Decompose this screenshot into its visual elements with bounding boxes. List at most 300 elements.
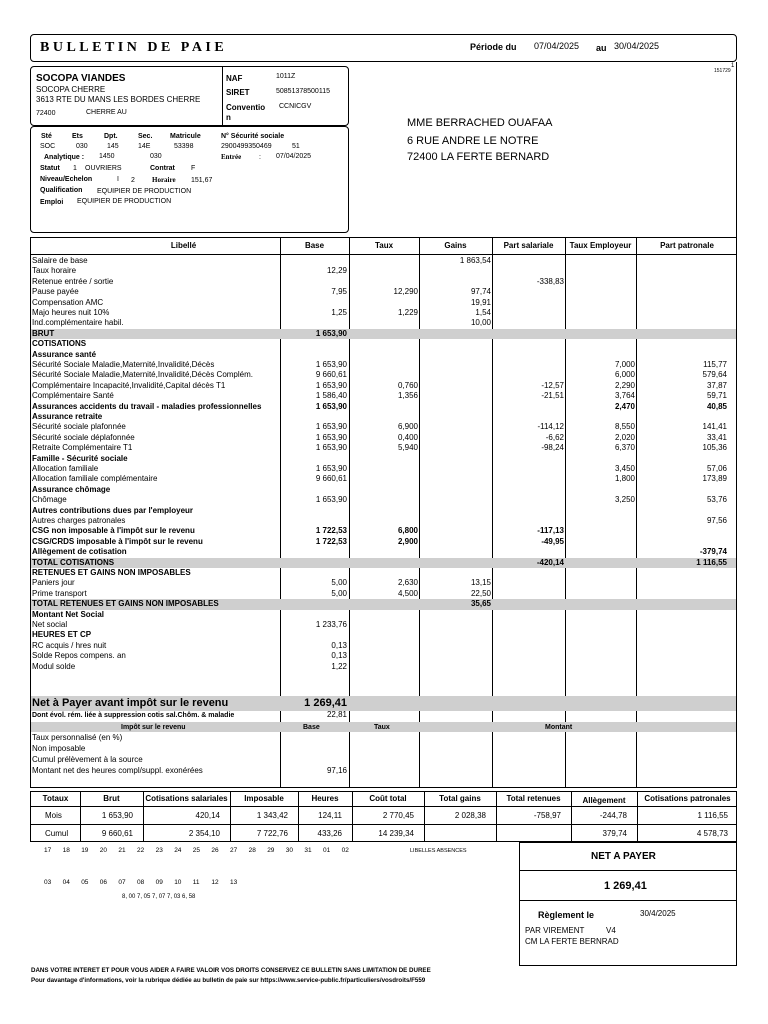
cell-lib: Sécurité Sociale Maladie,Maternité,Invalidité,Décès Complém.: [32, 370, 253, 380]
table-row: [31, 422, 736, 432]
sec-label: Sec.: [138, 133, 153, 140]
table-row: [31, 433, 736, 443]
statut-label: Statut: [40, 165, 60, 172]
niveau-label: Niveau/Echelon: [40, 176, 93, 183]
cell-lib: Cumul prélèvement à la source: [32, 755, 143, 764]
totals-header: Total retenues: [506, 794, 561, 803]
cell-lib: Complémentaire Santé: [32, 391, 114, 401]
ste-value: SOC: [40, 143, 56, 150]
totals-value: 420,14: [195, 811, 220, 820]
qualification-label: Qualification: [40, 187, 83, 194]
totals-value: -244,78: [599, 811, 627, 820]
cell-temp: 2,020: [614, 432, 635, 442]
table-row: [31, 630, 736, 640]
cell-lib: BRUT: [32, 328, 55, 338]
cell-ppat: 1 116,55: [696, 557, 727, 567]
table-row: [31, 443, 736, 453]
totals-header: Brut: [103, 794, 120, 803]
cell-temp: 3,764: [614, 391, 635, 401]
cell-lib: Montant Net Social: [32, 609, 105, 619]
totals-value: 1 343,42: [256, 811, 288, 820]
impot-base-header: Base: [303, 724, 320, 731]
cell-base: 1 653,90: [315, 380, 347, 390]
totals-table: [30, 791, 737, 842]
secu-label: N° Sécurité sociale: [221, 133, 285, 140]
totals-value: 9 660,61: [101, 829, 133, 838]
calendar-day: 04: [62, 879, 70, 886]
cell-lib: Ind.complémentaire habil.: [32, 318, 124, 328]
table-row: [31, 329, 736, 339]
th-libelle: Libellé: [170, 241, 197, 250]
employer-name: SOCOPA VIANDES: [36, 73, 126, 84]
cell-lib: Paniers jour: [32, 578, 75, 588]
emploi-value: EQUIPIER DE PRODUCTION: [77, 198, 172, 205]
table-row: [31, 516, 736, 526]
recipient-city: 72400 LA FERTE BERNARD: [407, 151, 550, 163]
cell-ppat: 579,64: [702, 370, 727, 380]
cell-temp: 2,470: [614, 401, 635, 411]
cell-lib: Famille - Sécurité sociale: [32, 453, 128, 463]
totals-value: 14 239,34: [378, 829, 414, 838]
table-row: [31, 495, 736, 505]
cell-lib: Allocation familiale complémentaire: [32, 474, 158, 484]
echelon-value: 2: [131, 177, 135, 184]
table-row: [31, 485, 736, 495]
entree-label: Entrée: [221, 153, 242, 161]
net-a-payer-value: 1 269,41: [604, 880, 647, 892]
totals-value: 2 354,10: [188, 829, 220, 838]
impot-row: [31, 766, 736, 776]
employer-divider: [222, 66, 223, 126]
cell-lib: Montant net des heures compl/suppl. exonérées: [32, 766, 203, 775]
payment-bank: CM LA FERTE BERNRAD: [525, 937, 619, 946]
cell-lib: Chômage: [32, 495, 67, 505]
dpt-label: Dpt.: [104, 133, 118, 140]
cell-gains: 13,15: [470, 578, 491, 588]
hours-line: 8, 00 7, 05 7, 07 7, 03 6, 58: [122, 894, 196, 900]
table-row: [31, 537, 736, 547]
tiny-ref-1: 1: [731, 63, 735, 69]
calendar-day: 07: [118, 879, 126, 886]
cell-base: 97,16: [326, 766, 347, 775]
payment-divider: [519, 900, 737, 901]
cell-psal: -6,62: [545, 432, 564, 442]
table-row: [31, 474, 736, 484]
ets-label: Ets: [72, 133, 83, 140]
cell-ppat: 97,56: [706, 516, 727, 525]
impot-montant-header: Montant: [545, 724, 573, 731]
cell-temp: 8,550: [614, 422, 635, 432]
cell-base: 1 586,40: [315, 391, 347, 401]
footer-line-1: DANS VOTRE INTERET ET POUR VOUS AIDER A FAIRE VALOIR VOS DROITS CONSERVEZ CE BULLETIN SANS LIMITATION DE DUREE: [31, 967, 431, 974]
cell-lib: Taux horaire: [32, 266, 77, 276]
recipient-frame-right: [736, 62, 737, 237]
net-value: 1 269,41: [304, 697, 347, 709]
cell-base: 5,00: [331, 578, 347, 588]
cell-lib: Salaire de base: [32, 256, 88, 265]
cell-lib: CSG/CRDS imposable à l'impôt sur le revenu: [32, 536, 203, 546]
siret-value: 50851378500115: [276, 88, 330, 95]
employer-line2: SOCOPA CHERRE: [36, 85, 106, 94]
totals-value: 7 722,76: [256, 829, 288, 838]
totals-header: Totaux: [42, 794, 69, 803]
cell-base: 1 653,90: [315, 495, 347, 505]
cell-temp: 6,370: [614, 443, 635, 453]
horaire-value: 151,67: [191, 177, 213, 184]
table-row: [31, 277, 736, 287]
cell-ppat: 53,76: [706, 495, 727, 505]
cell-gains: 97,74: [470, 287, 491, 297]
analytique-label: Analytique :: [44, 154, 85, 161]
recipient-street: 6 RUE ANDRE LE NOTRE: [407, 135, 539, 147]
table-row: [31, 308, 736, 318]
matricule-label: Matricule: [170, 133, 201, 140]
calendar-day: 08: [137, 879, 145, 886]
calendar-day: 10: [174, 879, 182, 886]
th-part-salariale: Part salariale: [503, 241, 554, 250]
net-a-payer-title: NET A PAYER: [591, 851, 656, 862]
calendar-day: 06: [99, 879, 108, 886]
totals-header: Cotisations patronales: [644, 794, 731, 803]
table-row: [31, 558, 736, 568]
tiny-ref-2: 151729: [714, 68, 731, 74]
totals-header: Total gains: [439, 794, 481, 803]
cell-gains: 1 863,54: [459, 256, 491, 265]
payslip-table: [30, 237, 737, 788]
cell-lib: Autres charges patronales: [32, 516, 126, 525]
secu-key: 51: [292, 143, 300, 150]
cell-lib: Allocation familiale: [32, 464, 99, 473]
convention-value: CCNICGV: [279, 103, 312, 110]
table-row: [31, 589, 736, 599]
cell-ppat: 40,85: [706, 401, 727, 411]
table-row: [31, 454, 736, 464]
table-row: [31, 506, 736, 516]
cell-temp: 3,250: [614, 495, 635, 505]
cell-taux: 2,630: [397, 578, 418, 588]
analytique-value-1: 1450: [99, 153, 115, 160]
table-row: [31, 610, 736, 620]
calendar-day: 22: [137, 847, 145, 854]
calendar-day: 27: [230, 847, 238, 854]
table-row: [31, 256, 736, 266]
calendar-day: 09: [155, 879, 163, 886]
impot-taux-header: Taux: [374, 724, 390, 731]
table-row: [31, 599, 736, 609]
cell-taux: 0,760: [397, 380, 418, 390]
reglement-label: Règlement le: [538, 910, 595, 920]
calendar-day: 05: [81, 879, 89, 886]
convention-label: Conventio: [226, 103, 266, 112]
cell-taux: 6,800: [397, 526, 418, 536]
cell-lib: Prime transport: [32, 588, 87, 598]
cell-lib: Retraite Complémentaire T1: [32, 443, 133, 453]
absences-label: LIBELLES ABSENCES: [410, 848, 467, 854]
statut-value: OUVRIERS: [85, 165, 122, 172]
cell-lib: TOTAL RETENUES ET GAINS NON IMPOSABLES: [32, 599, 219, 609]
secu-value: 2900499350469: [221, 143, 272, 150]
calendar-day: 25: [192, 847, 201, 854]
payment-divider: [519, 870, 737, 871]
cell-base: 0,13: [331, 651, 347, 661]
cell-lib: Net social: [32, 620, 68, 629]
impot-row: [31, 733, 736, 743]
calendar-day: 31: [304, 847, 312, 854]
table-row: [31, 464, 736, 474]
ste-label: Sté: [41, 133, 52, 140]
cell-taux: 6,900: [397, 422, 418, 432]
cell-lib: Compensation AMC: [32, 297, 104, 307]
totals-value: 2 770,45: [382, 811, 414, 820]
cell-base: 1 653,90: [315, 443, 347, 453]
entree-value: 07/04/2025: [276, 153, 312, 160]
table-row: [31, 547, 736, 557]
totals-row-line: [31, 806, 736, 807]
cell-lib: Majo heures nuit 10%: [32, 308, 110, 317]
cell-psal: -98,24: [541, 443, 564, 453]
calendar-day: 20: [99, 847, 108, 854]
cell-base: 1 233,76: [315, 620, 347, 629]
cell-lib: Retenue entrée / sortie: [32, 276, 114, 286]
cell-base: 1 653,90: [315, 422, 347, 432]
cell-base: 7,95: [331, 287, 347, 297]
cell-base: 1 722,53: [315, 526, 347, 536]
calendar-day: 12: [211, 879, 219, 886]
table-row: [31, 381, 736, 391]
cell-psal: -49,95: [541, 536, 564, 546]
table-row: [31, 391, 736, 401]
employer-address: 3613 RTE DU MANS LES BORDES CHERRE: [36, 95, 201, 104]
cell-base: 9 660,61: [315, 370, 347, 380]
contrat-value: F: [191, 165, 196, 172]
calendar-day: 29: [267, 847, 275, 854]
calendar-day: 23: [155, 847, 163, 854]
cell-base: 1 722,53: [315, 536, 347, 546]
cell-lib: Taux personnalisé (en %): [32, 733, 123, 742]
cell-gains: 10,00: [470, 318, 491, 328]
cell-lib: Non imposable: [32, 744, 86, 753]
cell-psal: -420,14: [536, 557, 564, 567]
cell-ppat: 57,06: [706, 464, 727, 473]
cell-gains: 22,50: [470, 588, 491, 598]
totals-row-label: Mois: [45, 811, 62, 820]
table-row: [31, 298, 736, 308]
cell-taux: 0,400: [397, 432, 418, 442]
totals-header: Imposable: [244, 794, 284, 803]
table-row: [31, 350, 736, 360]
cell-temp: 7,000: [614, 360, 635, 369]
emploi-label: Emploi: [40, 199, 64, 206]
cell-psal: -21,51: [541, 391, 564, 401]
impot-row: [31, 744, 736, 754]
table-row: [31, 641, 736, 651]
cell-ppat: 59,71: [706, 391, 727, 401]
net-label: Net à Payer avant impôt sur le revenu: [32, 697, 229, 709]
totals-value: 1 116,55: [697, 811, 728, 820]
cell-base: 1 653,90: [315, 401, 347, 411]
cell-psal: -12,57: [541, 380, 564, 390]
dpt-value: 145: [107, 143, 119, 150]
cell-lib: Allègement de cotisation: [32, 547, 127, 557]
cell-taux: 5,940: [397, 443, 418, 453]
au-label: au: [596, 43, 607, 53]
cell-lib: TOTAL COTISATIONS: [32, 557, 115, 567]
sec-value: 14E: [138, 143, 151, 150]
cell-lib: Solde Repos compens. an: [32, 651, 126, 661]
cell-gains: 1,54: [475, 308, 491, 317]
calendar-day: 28: [248, 847, 256, 854]
cell-ppat: 37,87: [706, 380, 727, 390]
table-row: [31, 266, 736, 276]
cell-temp: 2,290: [614, 380, 635, 390]
reglement-date: 30/4/2025: [640, 909, 676, 918]
calendar-day: 17: [44, 847, 52, 854]
horaire-label: Horaire: [152, 176, 176, 184]
cell-lib: Complémentaire Incapacité,Invalidité,Capital décès T1: [32, 380, 226, 390]
table-row: [31, 360, 736, 370]
siret-label: SIRET: [226, 88, 250, 97]
cell-ppat: 115,77: [703, 360, 727, 369]
payment-mode-code: V4: [606, 926, 616, 935]
totals-row-label: Cumul: [45, 829, 69, 838]
header-line: [31, 254, 736, 255]
totals-header: Cotisations salariales: [145, 794, 228, 803]
cell-lib: HEURES ET CP: [32, 630, 92, 640]
table-row: [31, 370, 736, 380]
table-row: [31, 578, 736, 588]
employer-postcode: 72400: [36, 110, 56, 117]
impot-row: [31, 755, 736, 765]
cell-temp: 1,800: [614, 474, 635, 484]
calendar-day: 01: [323, 847, 331, 854]
cell-base: 0,13: [331, 640, 347, 650]
calendar-day: 18: [62, 847, 70, 854]
calendar-day: 02: [341, 847, 349, 854]
totals-value: 1 653,90: [101, 811, 133, 820]
statut-code: 1: [73, 165, 77, 172]
cell-lib: Assurance santé: [32, 349, 97, 359]
ets-value: 030: [76, 143, 88, 150]
cell-taux: 4,500: [397, 588, 418, 598]
cell-lib: Sécurité sociale déplafonnée: [32, 432, 135, 442]
cell-ppat: 173,89: [702, 474, 727, 484]
periode-label: Période du: [470, 42, 517, 52]
niveau-value: I: [117, 176, 119, 183]
cell-gains: 19,91: [470, 297, 491, 307]
cell-taux: 12,290: [393, 287, 418, 297]
cell-psal: -117,13: [537, 526, 564, 536]
cell-ppat: -379,74: [699, 547, 727, 557]
recipient-name: MME BERRACHED OUAFAA: [407, 117, 553, 129]
table-row: [31, 620, 736, 630]
cell-lib: RC acquis / hres nuit: [32, 640, 107, 650]
employer-city: CHERRE AU: [86, 109, 127, 116]
totals-value: 2 028,38: [454, 811, 486, 820]
cell-ppat: 33,41: [706, 432, 727, 442]
periode-from: 07/04/2025: [534, 41, 580, 51]
cell-taux: 2,900: [397, 536, 418, 546]
totals-header: Heures: [311, 794, 339, 803]
totals-header: Coût total: [369, 794, 407, 803]
table-row: [31, 318, 736, 328]
cell-lib: Autres contributions dues par l'employeur: [32, 505, 194, 515]
cell-lib: CSG non imposable à l'impôt sur le revenu: [32, 526, 195, 536]
dont-value: 22,81: [326, 710, 347, 719]
payment-mode: PAR VIREMENT: [525, 926, 585, 935]
th-part-patronale: Part patronale: [660, 241, 714, 250]
table-row: [31, 402, 736, 412]
cell-base: 1,25: [331, 308, 347, 317]
cell-taux: 1,356: [397, 391, 418, 401]
totals-value: -758,97: [533, 811, 561, 820]
cell-base: 12,29: [326, 266, 347, 276]
cell-base: 1 653,90: [315, 360, 347, 369]
contrat-label: Contrat: [150, 165, 175, 172]
dont-label: Dont évol. rém. liée à suppression cotis sal.Chôm. & maladie: [32, 712, 235, 719]
table-row: [31, 568, 736, 578]
impot-header: Impôt sur le revenu: [121, 724, 186, 731]
cell-base: 9 660,61: [315, 474, 347, 484]
cell-base: 1 653,90: [315, 328, 347, 338]
totals-header: Allègement: [582, 796, 626, 805]
cell-lib: Sécurité Sociale Maladie,Maternité,Invalidité,Décès: [32, 360, 215, 369]
totals-value: 124,11: [318, 811, 342, 820]
calendar-day: 13: [230, 879, 238, 886]
cell-lib: COTISATIONS: [32, 339, 87, 349]
cell-base: 1 653,90: [315, 432, 347, 442]
table-row: [31, 287, 736, 297]
cell-psal: -114,12: [537, 422, 564, 432]
table-row: [31, 526, 736, 536]
table-row: [31, 339, 736, 349]
th-base: Base: [304, 241, 325, 250]
calendar-day: 19: [81, 847, 89, 854]
totals-value: 433,26: [317, 829, 342, 838]
cell-ppat: 105,36: [702, 443, 727, 453]
table-row: [31, 651, 736, 661]
calendar-day: 30: [285, 847, 294, 854]
totals-value: 4 578,73: [696, 829, 728, 838]
calendar-day: 11: [192, 879, 200, 886]
cell-psal: -338,83: [536, 276, 564, 286]
calendar-day: 24: [174, 847, 182, 854]
cell-temp: 6,000: [614, 370, 635, 380]
table-row: [31, 662, 736, 672]
qualification-value: EQUIPIER DE PRODUCTION: [97, 188, 192, 195]
cell-base: 1 653,90: [315, 464, 347, 473]
calendar-day: 26: [211, 847, 219, 854]
table-row: [31, 412, 736, 422]
th-taux: Taux: [374, 241, 394, 250]
matricule-value: 53398: [174, 143, 194, 150]
cell-temp: 3,450: [614, 464, 635, 473]
totals-value: 379,74: [602, 829, 627, 838]
cell-lib: Modul solde: [32, 661, 76, 671]
convention-label-2: n: [226, 113, 231, 122]
cell-lib: Pause payée: [32, 287, 79, 297]
th-gains: Gains: [444, 241, 467, 250]
th-taux-employeur: Taux Employeur: [569, 241, 632, 250]
cell-gains: 35,65: [470, 599, 491, 609]
entree-colon: :: [259, 154, 261, 161]
analytique-value-2: 030: [150, 153, 162, 160]
cell-ppat: 141,41: [702, 422, 727, 432]
cell-lib: Assurances accidents du travail - maladies professionnelles: [32, 401, 262, 411]
cell-lib: Assurance retraite: [32, 412, 103, 421]
calendar-day: 21: [118, 847, 126, 854]
cell-taux: 1,229: [397, 308, 418, 317]
naf-label: NAF: [226, 74, 243, 83]
